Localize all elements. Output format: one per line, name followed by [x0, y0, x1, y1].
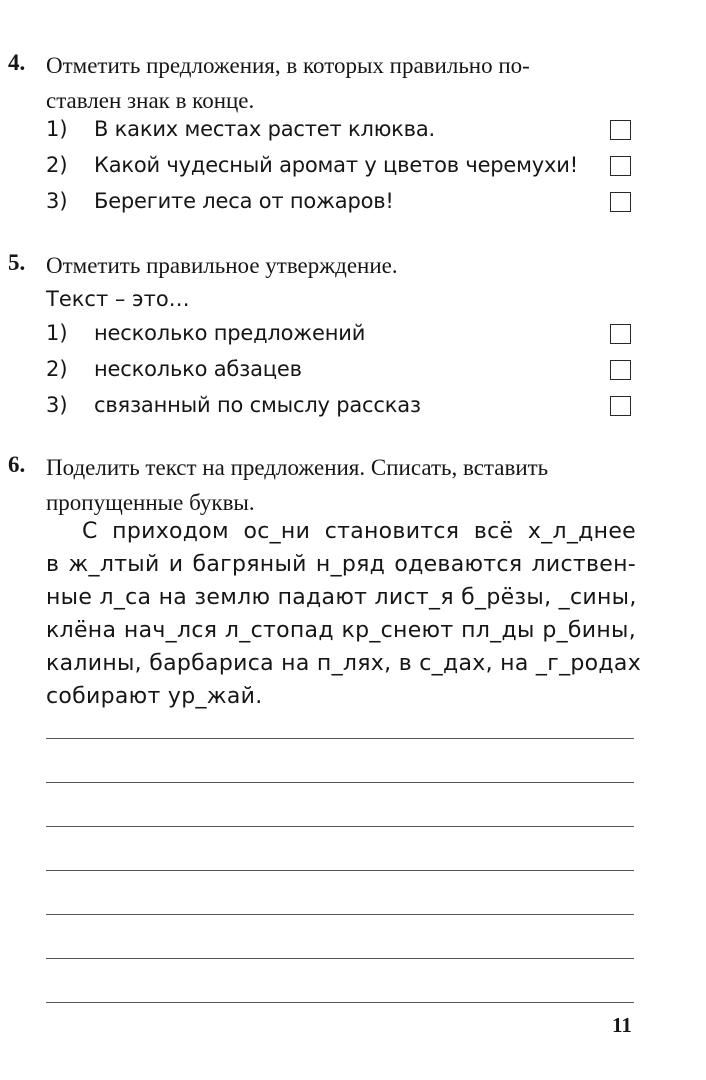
task-4-title	[46, 48, 646, 118]
task-5-title-line: Отметить правильное утверждение.	[46, 253, 398, 278]
task-6-paragraph	[46, 515, 642, 713]
writing-line-7[interactable]	[46, 1002, 634, 1003]
paragraph-line-1: С приходом ос_ни становится всё х_л_днее	[82, 519, 636, 544]
task-4-option-1	[0, 115, 706, 149]
task-4-option-3	[0, 187, 706, 221]
writing-line-1[interactable]	[46, 738, 634, 739]
task-5-number: 5.	[8, 250, 26, 275]
option-text: несколько предложений	[94, 321, 366, 345]
option-text: Какой чудесный аромат у цветов черемухи!	[94, 153, 578, 177]
task-5-option-1	[0, 319, 706, 353]
option-number: 2)	[46, 153, 68, 177]
paragraph-line-2: в ж_лтый и багряный н_ряд одеваются листвен-	[46, 552, 636, 577]
option-number: 3)	[46, 393, 68, 417]
option-number: 1)	[46, 117, 68, 141]
option-text: В каких местах растет клюква.	[94, 117, 435, 141]
page-number: 11	[612, 1013, 632, 1037]
task-5-option-3	[0, 391, 706, 425]
task-5-option-2-checkbox[interactable]	[610, 360, 631, 380]
task-4-option-1-checkbox[interactable]	[610, 120, 631, 140]
task-5-intro: Текст – это…	[46, 287, 190, 311]
task-6-title	[46, 450, 646, 520]
writing-line-3[interactable]	[46, 826, 634, 827]
option-text: Берегите леса от пожаров!	[94, 189, 394, 213]
task-4-option-2-checkbox[interactable]	[610, 156, 631, 176]
task-4-option-2	[0, 151, 706, 185]
task-5-option-1-checkbox[interactable]	[610, 324, 631, 344]
task-4-title-line-2: ставлен знак в конце.	[46, 88, 255, 113]
task-4-number: 4.	[8, 50, 26, 75]
option-number: 3)	[46, 189, 68, 213]
task-5-option-3-checkbox[interactable]	[610, 396, 631, 416]
task-6-title-line-1: Поделить текст на предложения. Списать, вставить	[46, 455, 549, 480]
writing-line-6[interactable]	[46, 958, 634, 959]
paragraph-line-6: собирают ур_жай.	[46, 684, 263, 709]
task-4-option-3-checkbox[interactable]	[610, 192, 631, 212]
task-5-title	[46, 248, 646, 283]
task-6-title-line-2: пропущенные буквы.	[46, 490, 255, 515]
option-number: 1)	[46, 321, 68, 345]
option-text: несколько абзацев	[94, 357, 302, 381]
option-number: 2)	[46, 357, 68, 381]
task-6-number: 6.	[8, 452, 26, 477]
option-text: связанный по смыслу рассказ	[94, 393, 421, 417]
paragraph-line-4: клёна нач_лся л_стопад кр_снеют пл_ды р_бины,	[46, 618, 636, 643]
task-5-option-2	[0, 355, 706, 389]
task-4-title-line-1: Отметить предложения, в которых правильно по-	[46, 53, 530, 78]
paragraph-line-3: ные л_са на землю падают лист_я б_рёзы, _сины,	[46, 585, 637, 610]
writing-line-4[interactable]	[46, 870, 634, 871]
writing-line-2[interactable]	[46, 782, 634, 783]
writing-line-5[interactable]	[46, 914, 634, 915]
paragraph-line-5: калины, барбариса на п_лях, в с_дах, на _г_родах	[46, 651, 642, 676]
